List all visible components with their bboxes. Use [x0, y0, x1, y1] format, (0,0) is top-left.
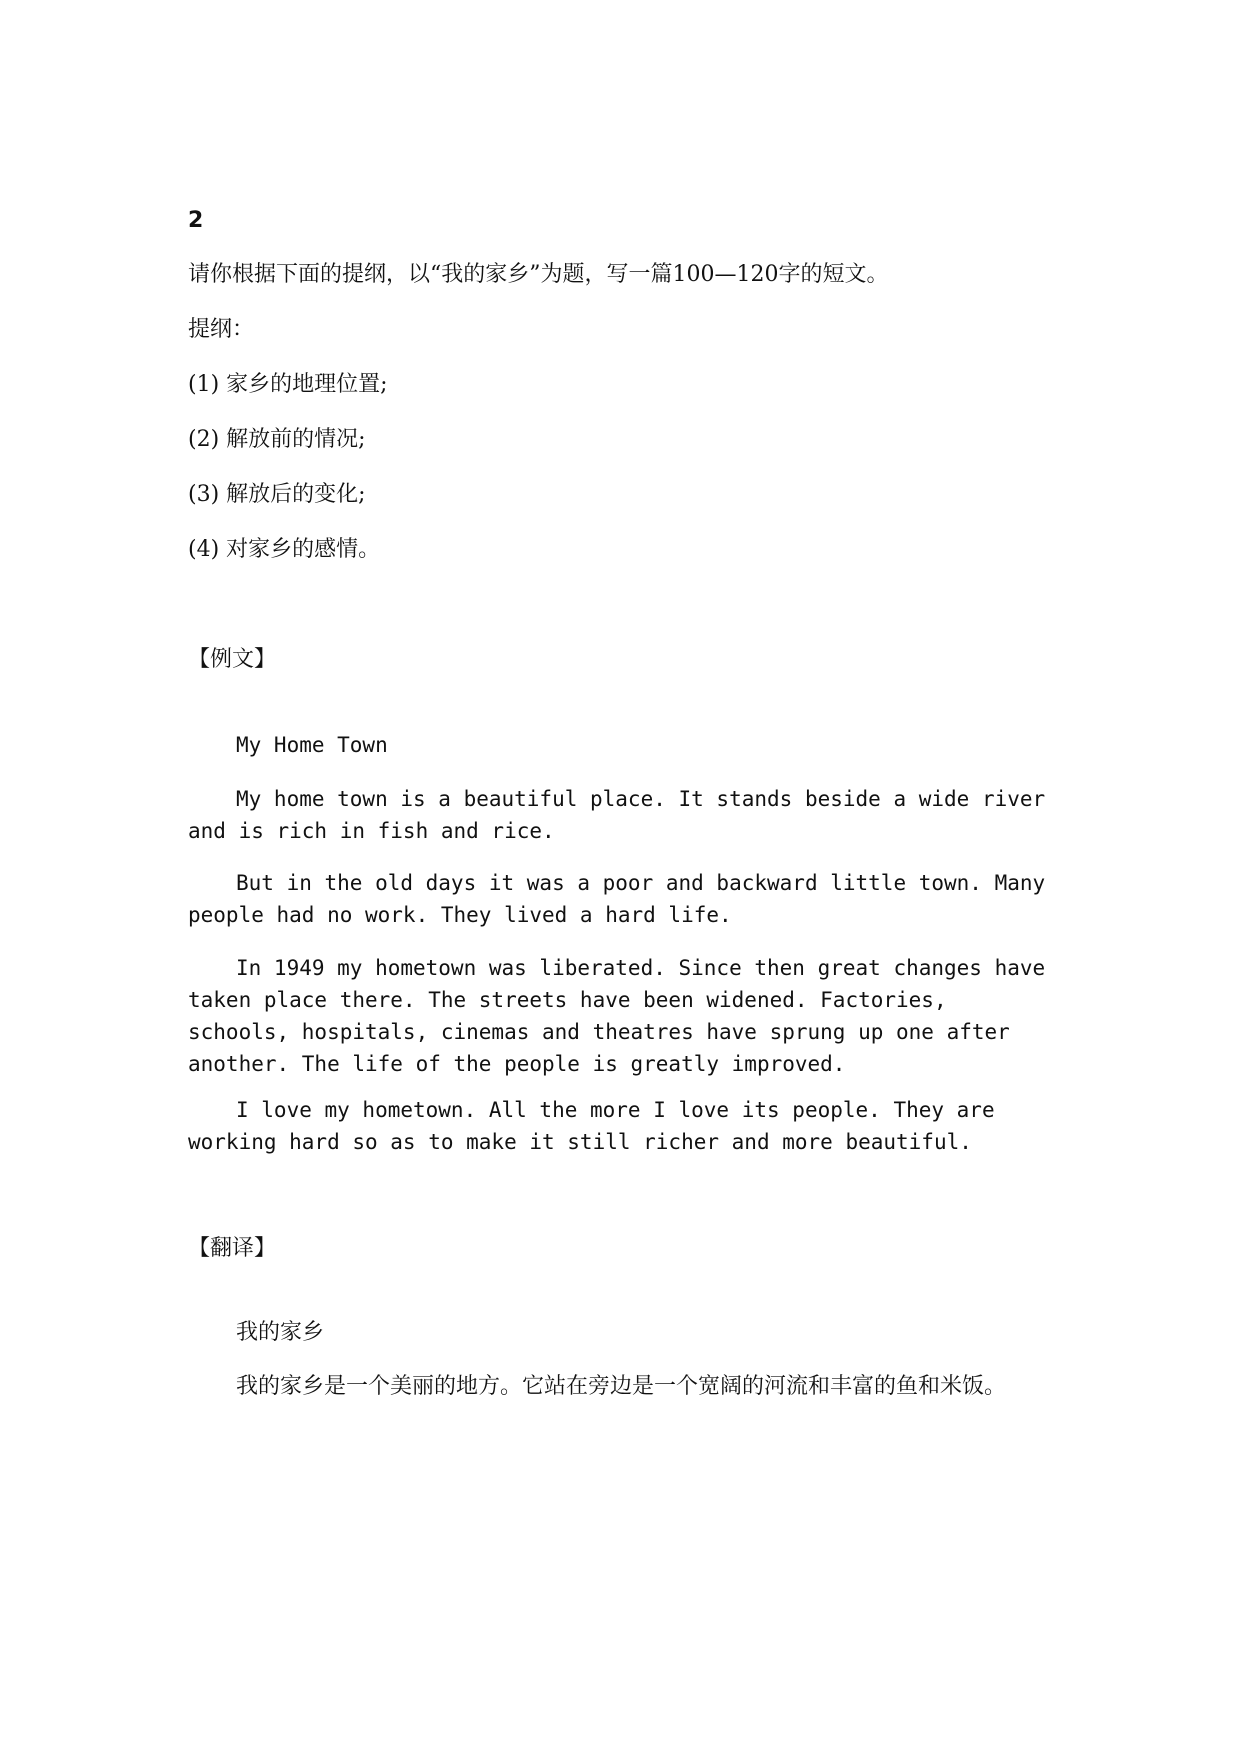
question-prompt: 请你根据下面的提纲，以“我的家乡”为题，写一篇100—120字的短文。 [188, 262, 889, 287]
translation-paragraph-1: 我的家乡是一个美丽的地方。它站在旁边是一个宽阔的河流和丰富的鱼和米饭。 [236, 1374, 1007, 1399]
sample-paragraph-3: In 1949 my hometown was liberated. Since then great changes have taken place there. The streets have been widened. Factories, schools, hospitals, cinemas and theatres have sprung up one after another. The life of the people is greatly improved. [188, 956, 1046, 1076]
outline-item-4: (4) 对家乡的感情。 [188, 537, 381, 562]
outline-label: 提纲： [188, 317, 255, 342]
outline-item-3: (3) 解放后的变化; [188, 482, 366, 507]
outline-item-1: (1) 家乡的地理位置; [188, 372, 388, 397]
outline-item-2: (2) 解放前的情况; [188, 427, 366, 452]
sample-paragraph-4: I love my hometown. All the more I love its people. They are working hard so as to make it still richer and more beautiful. [188, 1098, 995, 1154]
sample-paragraph-1: My home town is a beautiful place. It stands beside a wide river and is rich in fish and rice. [188, 787, 1046, 843]
sample-title: My Home Town [236, 733, 388, 757]
translation-heading: 【翻译】 [188, 1236, 277, 1261]
translation-title: 我的家乡 [236, 1320, 325, 1345]
sample-paragraph-2: But in the old days it was a poor and backward little town. Many people had no work. They lived a hard life. [188, 871, 1046, 927]
question-number: 2 [188, 208, 204, 233]
sample-heading: 【例文】 [188, 647, 277, 672]
